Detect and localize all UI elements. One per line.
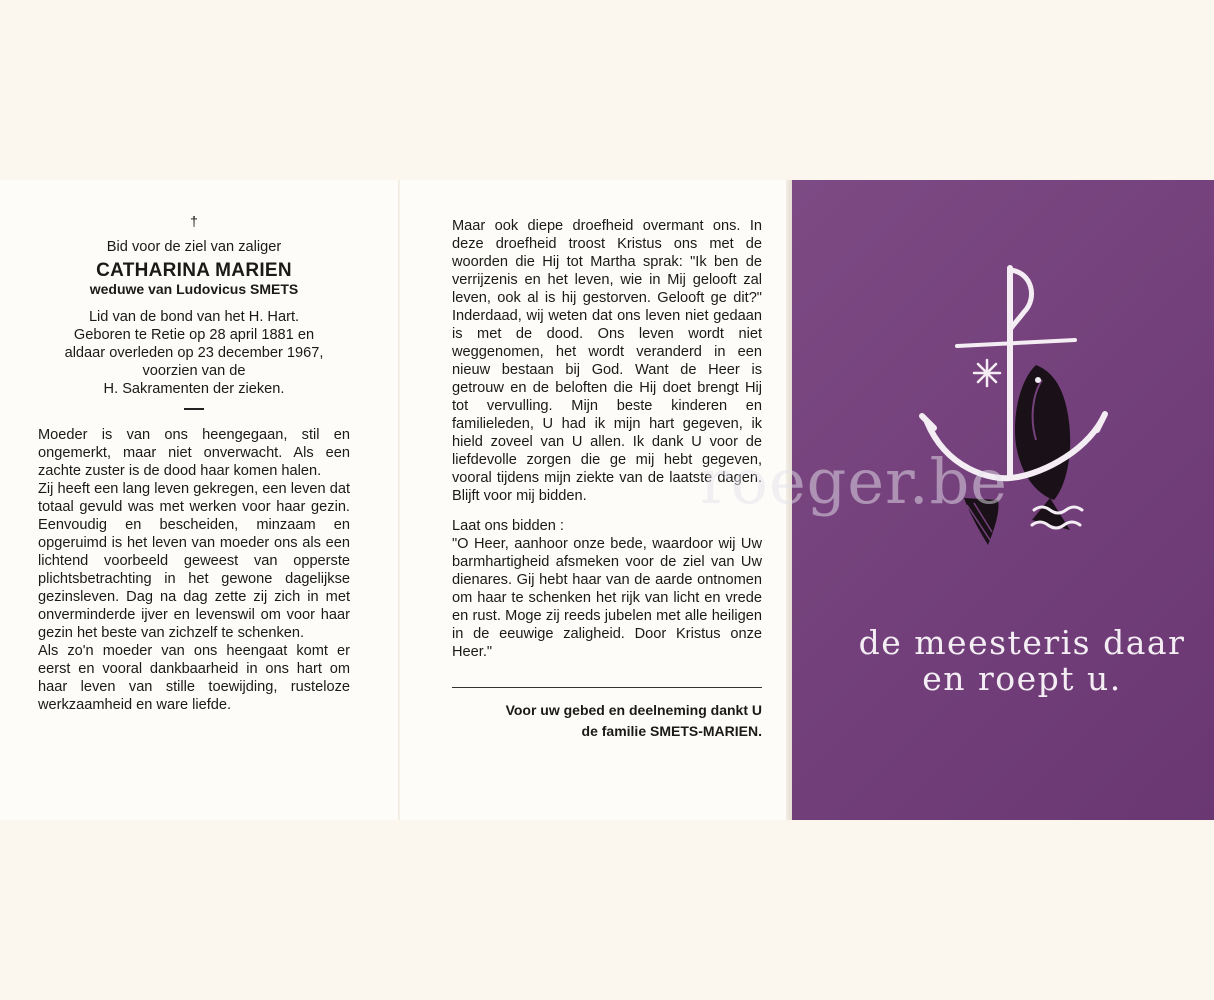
thanks-line: de familie SMETS-MARIEN. <box>581 723 762 739</box>
paragraph: Zij heeft een lang leven gekregen, een leven dat totaal gevuld was met werken voor haar gezin. Eenvoudig en bescheiden, minzaam en opgeruimd is het leven van moeder ons als een lichtend voorbeeld geweest van opperste plichtsbetrachting in het gewone dagelijkse gezinsleven. Dag na dag zette zij zich in met onverminderde ijver en levenswil om voor haar gezin het beste van zichzelf te schenken. <box>38 481 350 641</box>
birth-death-line: Geboren te Retie op 28 april 1881 en <box>73 327 315 343</box>
widow-of: weduwe van Ludovicus SMETS <box>89 281 299 297</box>
prayer-text: "O Heer, aanhoor onze bede, waardoor wij Uw barmhartigheid afsmeken voor de ziel van Uw dienares. Gij hebt haar van de aarde ontnomen om haar te schenken het rijk van licht en vrede en rust. Moge zij reeds jubelen met alle heiligen in de eeuwige zaligheid. Door Kristus onze Heer." <box>452 536 762 660</box>
paragraph: Maar ook diepe droefheid overmant ons. In deze droefheid troost Kristus ons met de woorden die Hij tot Martha sprak: "Ik ben de verrijzenis en het leven, wie in Mij gelooft zal leven, ook al is hij gestorven. Gelooft ge dit?" Inderdaad, wij weten dat ons leven niet gedaan is met de dood. Ons leven wordt niet weggenomen, het wordt veranderd in een nieuw bestaan bij God. Want de Heer is getrouw en de beloften die Hij doet brengt Hij tot vervulling. Mijn beste kinderen en familieleden, U had ik mijn hart gegeven, ik hield zoveel van U allen. Ik dank U voor de liefdevolle zorgen die ge mij hebt gegeven, vooral tijdens mijn ziekte van de laatste dagen. Blijft voor mij bidden. <box>452 218 762 504</box>
left-panel <box>38 212 350 714</box>
divider <box>184 408 204 410</box>
cover-motto <box>830 625 1214 697</box>
prayer-heading: Laat ons bidden : <box>452 518 564 534</box>
divider <box>452 687 762 688</box>
paragraph: Als zo'n moeder van ons heengaat komt er eerst en vooral dankbaarheid in ons hart om haar leven van stille toewijding, rusteloze werkzaamheid en ware liefde. <box>38 643 350 713</box>
membership: Lid van de bond van het H. Hart. <box>88 309 300 325</box>
birth-death-line: H. Sakramenten der zieken. <box>103 381 285 397</box>
watermark: roeger.be <box>700 445 1008 518</box>
paragraph: Moeder is van ons heengegaan, stil en ongemerkt, maar niet onverwacht. Als een zachte zuster is de dood haar komen halen. <box>38 427 350 479</box>
cross-symbol: † <box>190 213 198 229</box>
birth-death-line: voorzien van de <box>142 363 246 379</box>
deceased-name: CATHARINA MARIEN <box>96 260 292 281</box>
prayer-intro: Bid voor de ziel van zaliger <box>106 239 282 255</box>
motto-line: en roept u. <box>922 659 1122 698</box>
motto-line: de meesteris daar <box>858 623 1186 662</box>
fold-line <box>398 180 400 820</box>
birth-death-line: aldaar overleden op 23 december 1967, <box>64 345 324 361</box>
thanks-line: Voor uw gebed en deelneming dankt U <box>505 702 762 718</box>
